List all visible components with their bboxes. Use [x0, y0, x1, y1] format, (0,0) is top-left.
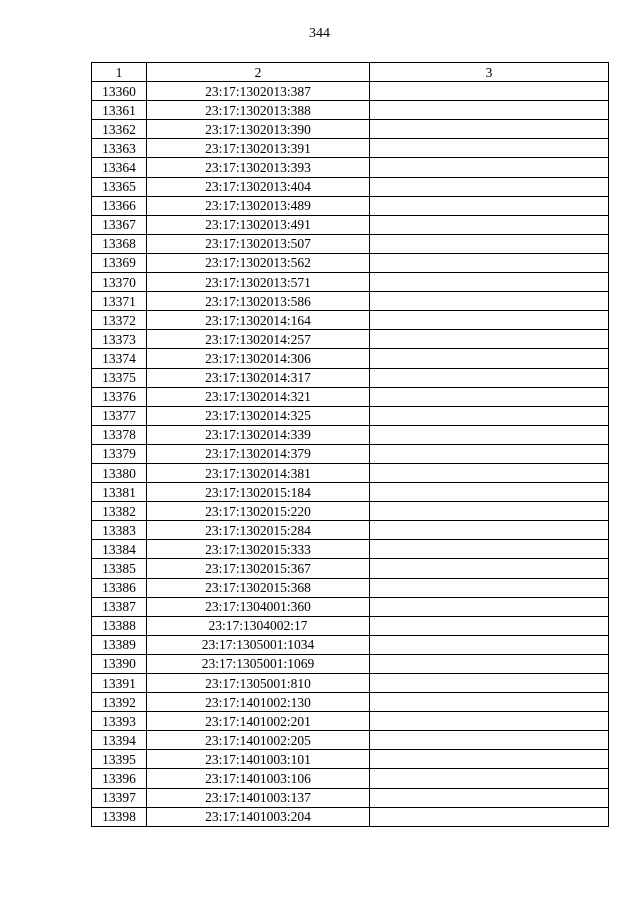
row-number-cell: 13372: [92, 311, 147, 330]
cadastral-number-cell: 23:17:1302015:220: [147, 502, 370, 521]
cadastral-number-cell: 23:17:1302014:381: [147, 463, 370, 482]
table-row: [92, 425, 609, 444]
page-number: 344: [309, 26, 330, 41]
cadastral-number-cell: 23:17:1401002:201: [147, 712, 370, 731]
table-row: [92, 234, 609, 253]
cadastral-number-cell: 23:17:1302013:388: [147, 101, 370, 120]
cadastral-number-cell: 23:17:1302015:333: [147, 540, 370, 559]
table-header: [92, 63, 609, 82]
note-cell: [370, 311, 609, 330]
cadastral-number-cell: 23:17:1302013:387: [147, 82, 370, 101]
cadastral-number-cell: 23:17:1401003:101: [147, 750, 370, 769]
row-number-cell: 13383: [92, 521, 147, 540]
table-row: [92, 693, 609, 712]
table-row: [92, 578, 609, 597]
row-number-cell: 13398: [92, 807, 147, 826]
note-cell: [370, 654, 609, 673]
row-number-cell: 13381: [92, 483, 147, 502]
row-number-cell: 13385: [92, 559, 147, 578]
cadastral-number-cell: 23:17:1302014:317: [147, 368, 370, 387]
table-row: [92, 387, 609, 406]
cadastral-number-cell: 23:17:1302013:390: [147, 120, 370, 139]
note-cell: [370, 196, 609, 215]
row-number-cell: 13365: [92, 177, 147, 196]
cadastral-number-cell: 23:17:1302015:184: [147, 483, 370, 502]
table-row: [92, 502, 609, 521]
table-row: [92, 674, 609, 693]
note-cell: [370, 292, 609, 311]
note-cell: [370, 330, 609, 349]
table-row: [92, 807, 609, 826]
table-row: [92, 731, 609, 750]
row-number-cell: 13389: [92, 635, 147, 654]
cadastral-number-cell: 23:17:1302013:404: [147, 177, 370, 196]
note-cell: [370, 177, 609, 196]
cadastral-number-cell: 23:17:1401003:204: [147, 807, 370, 826]
registry-table: [91, 62, 609, 827]
note-cell: [370, 120, 609, 139]
table-row: [92, 158, 609, 177]
cadastral-number-cell: 23:17:1302013:507: [147, 234, 370, 253]
table-row: [92, 654, 609, 673]
cadastral-number-cell: 23:17:1401003:137: [147, 788, 370, 807]
cadastral-number-cell: 23:17:1302015:368: [147, 578, 370, 597]
note-cell: [370, 139, 609, 158]
note-cell: [370, 769, 609, 788]
table-row: [92, 139, 609, 158]
table-row: [92, 311, 609, 330]
row-number-cell: 13379: [92, 444, 147, 463]
note-cell: [370, 712, 609, 731]
row-number-cell: 13382: [92, 502, 147, 521]
row-number-cell: 13369: [92, 253, 147, 272]
row-number-cell: 13366: [92, 196, 147, 215]
note-cell: [370, 387, 609, 406]
cadastral-number-cell: 23:17:1302013:562: [147, 253, 370, 272]
note-cell: [370, 101, 609, 120]
row-number-cell: 13376: [92, 387, 147, 406]
row-number-cell: 13380: [92, 463, 147, 482]
table-row: [92, 330, 609, 349]
cadastral-number-cell: 23:17:1302013:393: [147, 158, 370, 177]
table-row: [92, 215, 609, 234]
row-number-cell: 13360: [92, 82, 147, 101]
note-cell: [370, 616, 609, 635]
note-cell: [370, 559, 609, 578]
row-number-cell: 13387: [92, 597, 147, 616]
row-number-cell: 13390: [92, 654, 147, 673]
table-row: [92, 368, 609, 387]
note-cell: [370, 731, 609, 750]
note-cell: [370, 444, 609, 463]
note-cell: [370, 788, 609, 807]
note-cell: [370, 597, 609, 616]
table-row: [92, 273, 609, 292]
row-number-cell: 13362: [92, 120, 147, 139]
note-cell: [370, 234, 609, 253]
cadastral-number-cell: 23:17:1302014:379: [147, 444, 370, 463]
cadastral-number-cell: 23:17:1302013:571: [147, 273, 370, 292]
cadastral-number-cell: 23:17:1401003:106: [147, 769, 370, 788]
column-header-2: 2: [147, 63, 370, 82]
cadastral-number-cell: 23:17:1302013:586: [147, 292, 370, 311]
table-row: [92, 788, 609, 807]
row-number-cell: 13392: [92, 693, 147, 712]
note-cell: [370, 635, 609, 654]
row-number-cell: 13373: [92, 330, 147, 349]
note-cell: [370, 540, 609, 559]
row-number-cell: 13367: [92, 215, 147, 234]
cadastral-number-cell: 23:17:1302014:321: [147, 387, 370, 406]
note-cell: [370, 253, 609, 272]
note-cell: [370, 368, 609, 387]
cadastral-number-cell: 23:17:1302013:489: [147, 196, 370, 215]
note-cell: [370, 158, 609, 177]
table-row: [92, 120, 609, 139]
cadastral-number-cell: 23:17:1302014:325: [147, 406, 370, 425]
row-number-cell: 13361: [92, 101, 147, 120]
table-row: [92, 292, 609, 311]
row-number-cell: 13388: [92, 616, 147, 635]
note-cell: [370, 349, 609, 368]
cadastral-number-cell: 23:17:1302013:391: [147, 139, 370, 158]
row-number-cell: 13378: [92, 425, 147, 444]
cadastral-number-cell: 23:17:1302014:257: [147, 330, 370, 349]
table-row: [92, 463, 609, 482]
cadastral-number-cell: 23:17:1302013:491: [147, 215, 370, 234]
cadastral-number-cell: 23:17:1305001:810: [147, 674, 370, 693]
cadastral-number-cell: 23:17:1305001:1034: [147, 635, 370, 654]
cadastral-number-cell: 23:17:1302014:339: [147, 425, 370, 444]
note-cell: [370, 483, 609, 502]
table-row: [92, 196, 609, 215]
column-header-1: 1: [92, 63, 147, 82]
cadastral-number-cell: 23:17:1304001:360: [147, 597, 370, 616]
table-row: [92, 597, 609, 616]
table-row: [92, 616, 609, 635]
row-number-cell: 13393: [92, 712, 147, 731]
row-number-cell: 13363: [92, 139, 147, 158]
note-cell: [370, 674, 609, 693]
table-row: [92, 540, 609, 559]
note-cell: [370, 693, 609, 712]
note-cell: [370, 502, 609, 521]
table-row: [92, 559, 609, 578]
note-cell: [370, 425, 609, 444]
row-number-cell: 13364: [92, 158, 147, 177]
cadastral-number-cell: 23:17:1401002:205: [147, 731, 370, 750]
cadastral-number-cell: 23:17:1304002:17: [147, 616, 370, 635]
table-row: [92, 177, 609, 196]
table-body: [92, 82, 609, 827]
note-cell: [370, 463, 609, 482]
row-number-cell: 13377: [92, 406, 147, 425]
table-row: [92, 82, 609, 101]
table-row: [92, 101, 609, 120]
row-number-cell: 13386: [92, 578, 147, 597]
table-row: [92, 483, 609, 502]
cadastral-number-cell: 23:17:1302014:164: [147, 311, 370, 330]
table-row: [92, 750, 609, 769]
note-cell: [370, 406, 609, 425]
cadastral-number-cell: 23:17:1302014:306: [147, 349, 370, 368]
table-row: [92, 769, 609, 788]
cadastral-number-cell: 23:17:1302015:284: [147, 521, 370, 540]
row-number-cell: 13370: [92, 273, 147, 292]
cadastral-number-cell: 23:17:1305001:1069: [147, 654, 370, 673]
table-row: [92, 712, 609, 731]
table-row: [92, 444, 609, 463]
table-row: [92, 349, 609, 368]
cadastral-number-cell: 23:17:1401002:130: [147, 693, 370, 712]
row-number-cell: 13391: [92, 674, 147, 693]
note-cell: [370, 273, 609, 292]
row-number-cell: 13368: [92, 234, 147, 253]
row-number-cell: 13395: [92, 750, 147, 769]
table-row: [92, 253, 609, 272]
note-cell: [370, 807, 609, 826]
note-cell: [370, 215, 609, 234]
row-number-cell: 13397: [92, 788, 147, 807]
row-number-cell: 13394: [92, 731, 147, 750]
note-cell: [370, 750, 609, 769]
table-row: [92, 406, 609, 425]
row-number-cell: 13371: [92, 292, 147, 311]
note-cell: [370, 82, 609, 101]
table-row: [92, 635, 609, 654]
row-number-cell: 13384: [92, 540, 147, 559]
table-row: [92, 521, 609, 540]
row-number-cell: 13375: [92, 368, 147, 387]
header-row: [92, 63, 609, 82]
column-header-3: 3: [370, 63, 609, 82]
note-cell: [370, 578, 609, 597]
cadastral-number-cell: 23:17:1302015:367: [147, 559, 370, 578]
row-number-cell: 13374: [92, 349, 147, 368]
row-number-cell: 13396: [92, 769, 147, 788]
note-cell: [370, 521, 609, 540]
